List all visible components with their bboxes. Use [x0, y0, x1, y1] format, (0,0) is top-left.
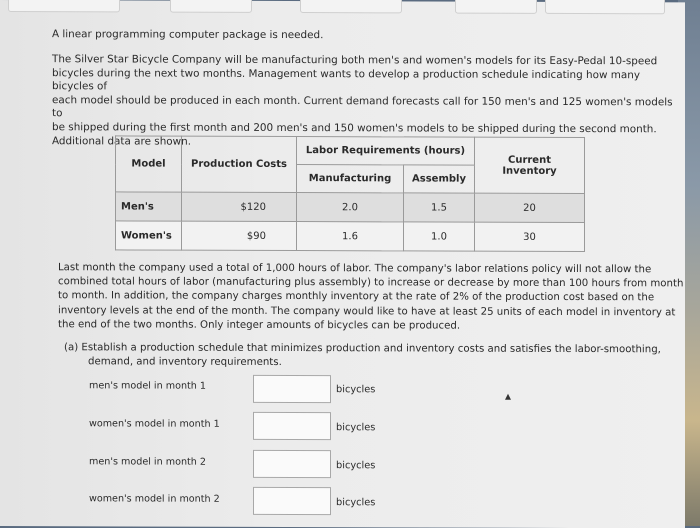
intro-text: A linear programming computer package is needed.	[52, 28, 324, 42]
row-cost: $90	[182, 221, 297, 250]
row-inventory: 30	[475, 222, 585, 251]
women-month2-input[interactable]	[253, 487, 331, 515]
problem-line: The Silver Star Bicycle Company will be manufacturing both men's and women's models for its Easy-Pedal 10-speed	[52, 53, 658, 68]
row-model: Women's	[116, 221, 182, 250]
answer-unit: bicycles	[336, 497, 376, 509]
table-row	[116, 221, 585, 252]
row-inventory: 20	[475, 193, 585, 222]
answer-unit: bicycles	[336, 460, 376, 472]
part-a-line: demand, and inventory requirements.	[88, 356, 282, 368]
answer-label-women-month2: women's model in month 2	[89, 493, 220, 505]
problem-line: be shipped during the first month and 200 men's and 150 women's models to be shipped during the second month.	[52, 121, 657, 136]
problem-line: Additional data are shown.	[52, 134, 192, 148]
header-assembly: Assembly	[404, 165, 475, 193]
header-manufacturing: Manufacturing	[297, 165, 404, 193]
women-month1-input[interactable]	[253, 412, 331, 440]
men-month1-input[interactable]	[253, 375, 331, 403]
row-manufacturing: 2.0	[297, 193, 404, 222]
policy-line: the end of the two months. Only integer amounts of bicycles can be produced.	[58, 319, 461, 332]
policy-line: to month. In addition, the company charges monthly inventory at the rate of 2% of the production cost based on the	[58, 290, 655, 304]
policy-line: inventory levels at the end of the month. The company would like to have at least 25 units of each model in inventory at	[58, 304, 676, 318]
header-production-costs: Production Costs	[182, 136, 297, 192]
top-box-5	[545, 0, 665, 14]
header-model: Model	[116, 136, 182, 192]
answer-unit: bicycles	[336, 422, 376, 434]
header-labor-requirements: Labor Requirements (hours)	[297, 137, 475, 166]
part-a-prompt	[64, 341, 661, 371]
policy-line: combined total hours of labor (manufacturing plus assembly) to increase or decrease by more than 100 hours from month	[58, 276, 684, 290]
problem-line: each model should be produced in each month. Current demand forecasts call for 150 men's and 125 women's models to	[52, 93, 673, 120]
row-model: Men's	[116, 192, 182, 221]
answer-unit: bicycles	[336, 384, 376, 396]
answer-label-women-month1: women's model in month 1	[89, 418, 220, 430]
mouse-cursor-icon	[505, 394, 511, 400]
top-toolbar-remnant	[0, 0, 685, 16]
row-assembly: 1.0	[404, 222, 475, 251]
policy-text	[58, 261, 683, 334]
table-row	[116, 192, 585, 223]
row-cost: $120	[182, 192, 297, 221]
problem-line: bicycles during the next two months. Management wants to develop a production schedule indicating how many bicycles of	[52, 66, 641, 93]
top-box-2	[170, 0, 252, 13]
row-assembly: 1.5	[404, 193, 475, 222]
men-month2-input[interactable]	[253, 450, 331, 478]
production-data-table	[115, 135, 585, 252]
top-box-1	[8, 0, 120, 12]
header-current-inventory: Current Inventory	[475, 137, 585, 193]
top-box-3	[300, 0, 402, 13]
answer-label-men-month2: men's model in month 2	[89, 456, 207, 468]
top-box-4	[455, 0, 537, 14]
part-a-line: (a) Establish a production schedule that minimizes production and inventory costs and satisfies the labor-smoothing,	[64, 342, 661, 356]
answer-label-men-month1: men's model in month 1	[89, 380, 207, 392]
policy-line: Last month the company used a total of 1,000 hours of labor. The company's labor relations policy will not allow the	[58, 262, 652, 276]
row-manufacturing: 1.6	[297, 222, 404, 251]
